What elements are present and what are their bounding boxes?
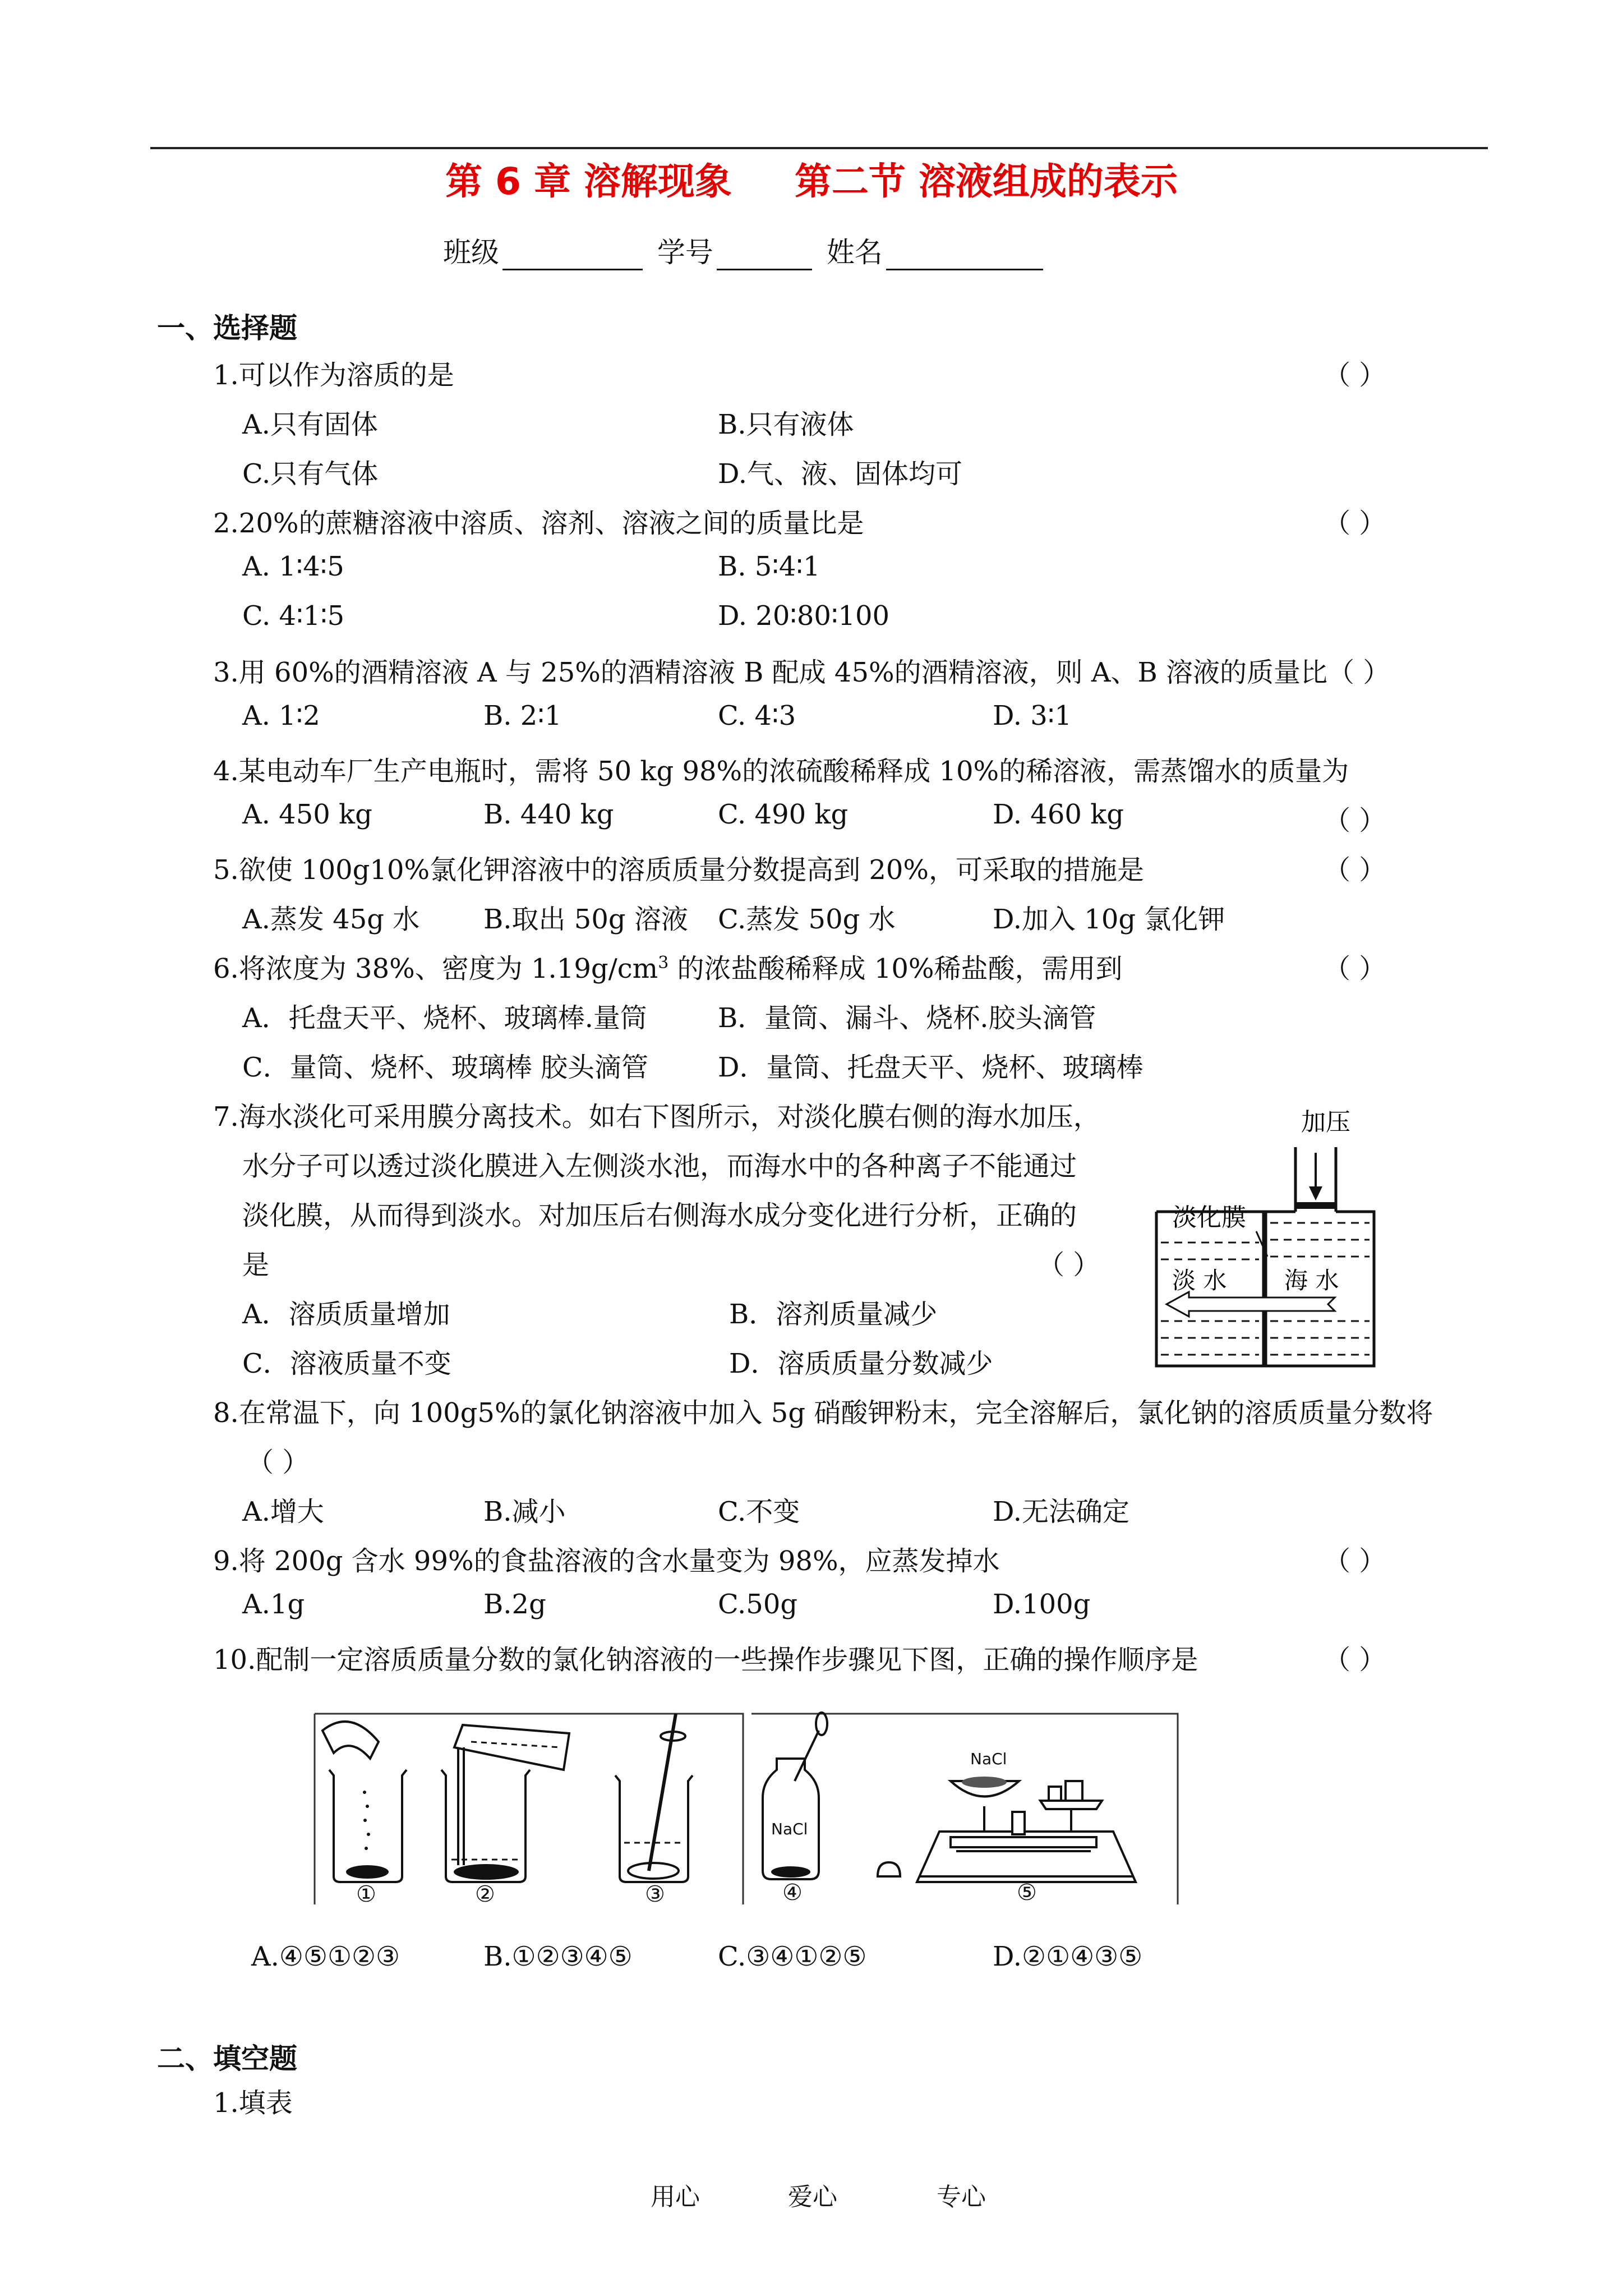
q4-option-d: D. 460 kg <box>993 799 1124 830</box>
footer-text-3: 专心 <box>937 2183 986 2211</box>
question-7-line-3: 淡化膜，从而得到淡水。对加压后右侧海水成分变化进行分析，正确的 <box>242 1200 1077 1231</box>
q6-option-d: D．量筒、托盘天平、烧杯、玻璃棒 <box>718 1052 1144 1083</box>
q4-option-c: C. 490 kg <box>718 799 849 830</box>
q6-stem-part2: 的浓盐酸稀释成 10%稀盐酸，需用到 <box>668 953 1123 984</box>
question-8-stem: 8.在常温下，向 100g5%的氯化钠溶液中加入 5g 硝酸钾粉末，完全溶解后，氯化钠的溶质质量分数将 <box>213 1397 1433 1429</box>
question-6-stem <box>213 947 1123 986</box>
student-info-line <box>443 230 1049 270</box>
q7-option-a: A．溶质质量增加 <box>242 1299 450 1330</box>
answer-paren-6[interactable]: （ ） <box>1324 953 1386 984</box>
q6-stem-superscript: 3 <box>658 953 669 973</box>
section-heading-fill: 二、填空题 <box>157 2042 297 2075</box>
q9-option-a: A.1g <box>242 1589 305 1620</box>
q2-option-c: C. 4∶1∶5 <box>242 600 345 632</box>
balance-step-5 <box>917 1781 1136 1882</box>
id-blank[interactable] <box>717 243 812 270</box>
q5-option-c: C.蒸发 50g 水 <box>718 904 896 935</box>
q8-option-a: A.增大 <box>242 1496 324 1527</box>
question-10-stem: 10.配制一定溶质质量分数的氯化钠溶液的一些操作步骤见下图，正确的操作顺序是 <box>213 1644 1198 1676</box>
chapter-title: 第 6 章 溶解现象 <box>445 160 732 203</box>
q2-option-d: D. 20∶80∶100 <box>718 600 890 632</box>
sea-water-label: 海 水 <box>1284 1267 1339 1294</box>
solution-preparation-figure <box>311 1691 1181 1910</box>
question-4-stem: 4.某电动车厂生产电瓶时，需将 50 kg 98%的浓硫酸稀释成 10%的稀溶液，需蒸馏水的质量为 <box>213 756 1349 787</box>
desalination-diagram <box>1150 1102 1402 1394</box>
q8-option-b: B.减小 <box>483 1496 566 1527</box>
footer-text-1: 用心 <box>651 2183 700 2211</box>
answer-paren-7[interactable]: （ ） <box>1038 1249 1100 1281</box>
id-label: 学号 <box>657 236 713 269</box>
q1-option-a: A.只有固体 <box>242 409 378 440</box>
name-label: 姓名 <box>826 236 883 269</box>
beaker-step-1 <box>322 1722 407 1882</box>
q3-option-d: D. 3∶1 <box>993 700 1072 731</box>
q3-option-c: C. 4∶3 <box>718 700 796 731</box>
page-title <box>0 151 1623 205</box>
answer-paren-5[interactable]: （ ） <box>1324 854 1386 886</box>
answer-paren-2[interactable]: （ ） <box>1324 508 1386 539</box>
question-7-line-1: 7.海水淡化可采用膜分离技术。如右下图所示，对淡化膜右侧的海水加压， <box>213 1101 1100 1133</box>
q5-option-d: D.加入 10g 氯化钾 <box>993 904 1225 935</box>
q6-option-a: A．托盘天平、烧杯、玻璃棒.量筒 <box>242 1002 647 1034</box>
class-blank[interactable] <box>502 243 643 270</box>
membrane-label: 淡化膜 <box>1172 1203 1246 1232</box>
section-heading-choice: 一、选择题 <box>157 312 297 344</box>
jar-nacl-label: NaCl <box>771 1820 808 1838</box>
q6-option-b: B．量筒、漏斗、烧杯.胶头滴管 <box>718 1002 1096 1034</box>
q3-option-a: A. 1∶2 <box>242 700 320 731</box>
footer-text-2: 爱心 <box>788 2183 837 2211</box>
question-2-stem: 2.20%的蔗糖溶液中溶质、溶剂、溶液之间的质量比是 <box>213 508 864 539</box>
beaker-step-3 <box>615 1714 693 1882</box>
q1-option-d: D.气、液、固体均可 <box>718 458 963 490</box>
nacl-jar-step-4 <box>763 1713 900 1879</box>
q1-option-c: C.只有气体 <box>242 458 379 490</box>
q8-option-d: D.无法确定 <box>993 1496 1130 1527</box>
q9-option-c: C.50g <box>718 1589 798 1620</box>
q10-option-d: D.②①④③⑤ <box>993 1941 1143 1972</box>
q9-option-d: D.100g <box>993 1589 1091 1620</box>
q4-option-b: B. 440 kg <box>483 799 614 830</box>
question-7-line-2: 水分子可以透过淡化膜进入左侧淡水池，而海水中的各种离子不能通过 <box>242 1151 1077 1182</box>
fresh-water-label: 淡 水 <box>1172 1267 1227 1294</box>
q2-option-b: B. 5∶4∶1 <box>718 551 820 582</box>
q5-option-a: A.蒸发 45g 水 <box>242 904 420 935</box>
section-title: 第二节 溶液组成的表示 <box>794 160 1178 203</box>
answer-paren-10[interactable]: （ ） <box>1324 1644 1386 1676</box>
answer-paren-4[interactable]: （ ） <box>1324 805 1386 836</box>
q7-option-c: C．溶液质量不变 <box>242 1348 451 1379</box>
q4-option-a: A. 450 kg <box>242 799 372 830</box>
q6-option-c: C．量筒、烧杯、玻璃棒 胶头滴管 <box>242 1052 648 1083</box>
q8-option-c: C.不变 <box>718 1496 800 1527</box>
answer-paren-1[interactable]: （ ） <box>1324 360 1386 391</box>
question-9-stem: 9.将 200g 含水 99%的食盐溶液的含水量变为 98%，应蒸发掉水 <box>213 1545 1000 1577</box>
fill-question-1: 1.填表 <box>213 2087 293 2119</box>
q2-option-a: A. 1∶4∶5 <box>242 551 344 582</box>
q9-option-b: B.2g <box>483 1589 546 1620</box>
q7-option-b: B．溶剂质量减少 <box>729 1299 938 1330</box>
q5-option-b: B.取出 50g 溶液 <box>483 904 688 935</box>
step-number-4: ④ <box>782 1880 803 1906</box>
flow-arrow <box>1166 1292 1335 1317</box>
q10-option-a: A.④⑤①②③ <box>251 1941 400 1972</box>
q6-stem-part1: 6.将浓度为 38%、密度为 1.19g/cm <box>213 953 658 984</box>
step-number-5: ⑤ <box>1017 1880 1037 1906</box>
q3-option-b: B. 2∶1 <box>483 700 562 731</box>
answer-paren-9[interactable]: （ ） <box>1324 1545 1386 1577</box>
q7-option-d: D．溶质质量分数减少 <box>729 1348 993 1379</box>
class-label: 班级 <box>443 236 499 269</box>
pressure-label: 加压 <box>1301 1108 1350 1137</box>
header-rule <box>150 147 1488 149</box>
name-blank[interactable] <box>886 243 1043 270</box>
q10-option-b: B.①②③④⑤ <box>483 1941 633 1972</box>
q10-option-c: C.③④①②⑤ <box>718 1941 867 1972</box>
question-3-stem: 3.用 60%的酒精溶液 A 与 25%的酒精溶液 B 配成 45%的酒精溶液，则 A、B 溶液的质量比（ ） <box>213 657 1390 688</box>
question-7-line-4: 是 <box>242 1249 270 1281</box>
question-1-stem: 1.可以作为溶质的是 <box>213 360 454 391</box>
question-5-stem: 5.欲使 100g10%氯化钾溶液中的溶质质量分数提高到 20%，可采取的措施是 <box>213 854 1145 886</box>
answer-paren-8[interactable]: （ ） <box>247 1447 310 1478</box>
step-number-2: ② <box>475 1881 495 1907</box>
step-number-1: ① <box>356 1881 376 1907</box>
q1-option-b: B.只有液体 <box>718 409 854 440</box>
beaker-step-2 <box>441 1725 569 1882</box>
step-number-3: ③ <box>645 1881 665 1907</box>
balance-nacl-label: NaCl <box>970 1750 1007 1768</box>
